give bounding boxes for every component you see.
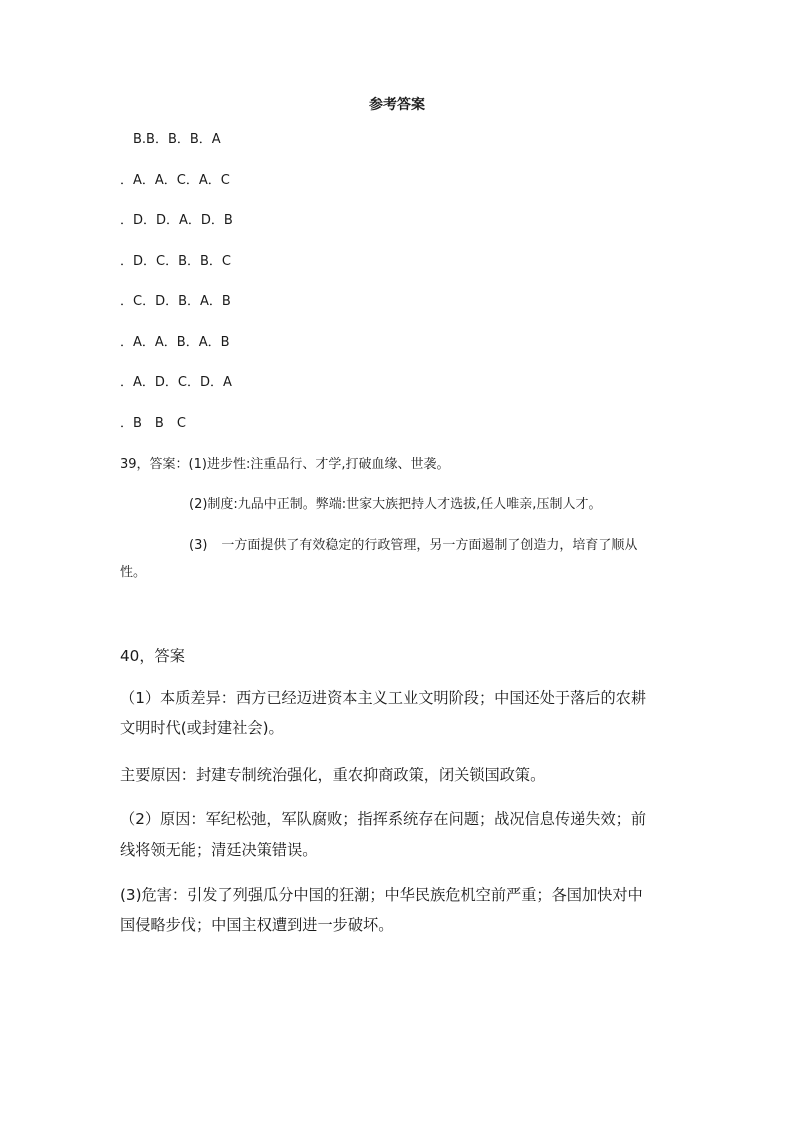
page-title: 参考答案 xyxy=(369,97,425,113)
mc-answer-row: ．D．D．A．D．B xyxy=(120,213,233,228)
q39-header: 39，答案：(1)进步性:注重品行、才学,打破血缘、世袭。 xyxy=(120,457,450,472)
q40-part2-line1: （2）原因：军纪松弛，军队腐败；指挥系统存在问题；战况信息传递失效；前 xyxy=(120,810,647,828)
mc-answer-row: ．A．A．B．A．B xyxy=(120,335,230,350)
q40-part3-line2: 国侵略步伐；中国主权遭到进一步破坏。 xyxy=(120,916,394,934)
q40-header: 40，答案 xyxy=(120,647,185,665)
mc-answer-row: ．B B C xyxy=(120,416,186,431)
q39-part3-number: (3) xyxy=(189,538,208,553)
mc-answer-row: ．A．D．C．D．A xyxy=(120,375,232,390)
q40-part1-line1: （1）本质差异：西方已经迈进资本主义工业文明阶段；中国还处于落后的农耕 xyxy=(120,689,647,707)
q40-part3-line1: (3)危害：引发了列强瓜分中国的狂潮；中华民族危机空前严重；各国加快对中 xyxy=(120,886,643,904)
mc-answer-row: ．D．C．B．B．C xyxy=(120,254,232,269)
q40-part2-line2: 线将领无能；清廷决策错误。 xyxy=(120,841,318,859)
q39-part3-continued: 性。 xyxy=(120,565,147,580)
q40-part1-reason: 主要原因：封建专制统治强化，重农抑商政策，闭关锁国政策。 xyxy=(120,766,546,784)
mc-answer-row: B.B．B．B．A xyxy=(133,132,221,147)
q39-part3 xyxy=(189,538,637,554)
q39-part3-text: 一方面提供了有效稳定的行政管理，另一方面遏制了创造力，培育了顺从 xyxy=(221,538,638,553)
mc-answer-row: ．A．A．C．A．C xyxy=(120,173,230,188)
q40-part1-line2: 文明时代(或封建社会)。 xyxy=(120,719,284,737)
q39-part2: (2)制度:九品中正制。弊端:世家大族把持人才选拔,任人唯亲,压制人才。 xyxy=(189,497,602,512)
mc-answer-row: ．C．D．B．A．B xyxy=(120,294,231,309)
